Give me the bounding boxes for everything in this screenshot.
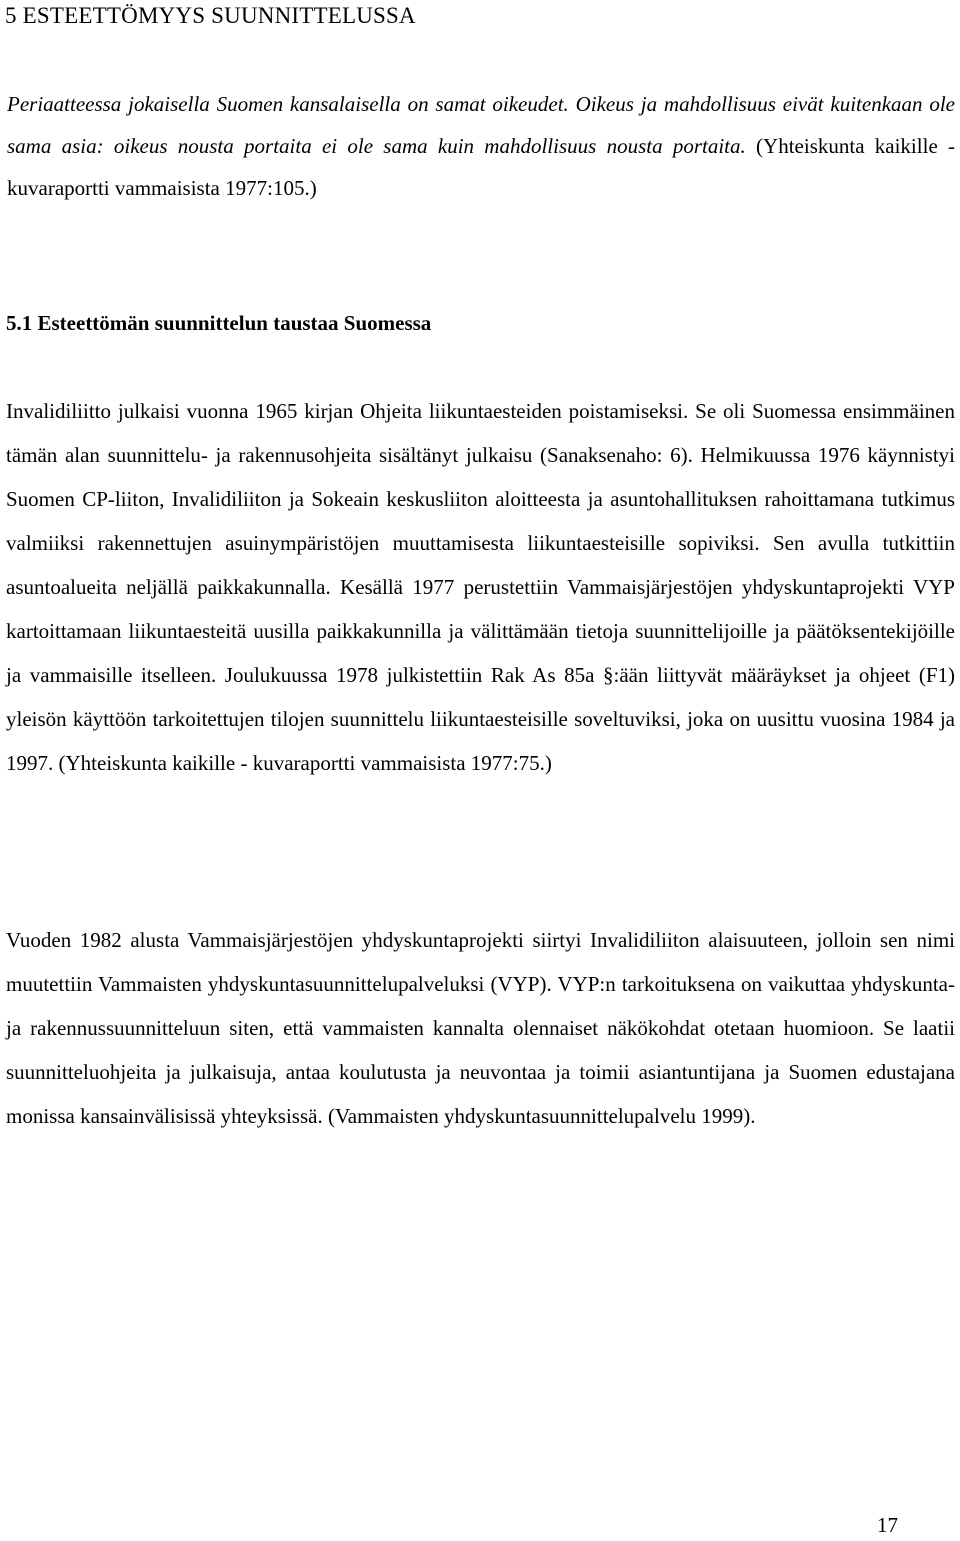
- page-number: 17: [877, 1513, 898, 1537]
- chapter-title: 5 ESTEETTÖMYYS SUUNNITTELUSSA: [5, 3, 416, 28]
- body-paragraph: Invalidiliitto julkaisi vuonna 1965 kirjan Ohjeita liikuntaesteiden poistamiseksi. Se oli Suomessa ensimmäinen tämän alan suunnittelu- ja rakennusohjeita sisältänyt julkaisu (Sanaksenaho: 6). Helmikuussa 1976 käynnistyi Suomen CP-liiton, Invalidiliiton ja Sokeain keskusliiton aloitteesta ja asuntohallituksen rahoittamana tutkimus valmiiksi rakennettujen asuinympäristöjen muuttamisesta liikuntaesteisille sopiviksi. Sen avulla tutkittiin asuntoalueita neljällä paikkakunnalla. Kesällä 1977 perustettiin Vammaisjärjestöjen yhdyskuntaprojekti VYP kartoittamaan liikuntaesteitä uusilla paikkakunnilla ja välittämään tietoja suunnittelijoille ja päätöksentekijöille ja vammaisille itselleen. Joulukuussa 1978 julkistettiin Rak As 85a §:ään liittyvät määräykset ja ohjeet (F1) yleisön käyttöön tarkoitettujen tilojen suunnittelu liikuntaesteisille soveltuviksi, joka on uusittu vuosina 1984 ja 1997. (Yhteiskunta kaikille - kuvaraportti vammaisista 1977:75.): [6, 399, 955, 775]
- body-paragraph: Vuoden 1982 alusta Vammaisjärjestöjen yhdyskuntaprojekti siirtyi Invalidiliiton alaisuuteen, jolloin sen nimi muutettiin Vammaisten yhdyskuntasuunnittelupalveluksi (VYP). VYP:n tarkoituksena on vaikuttaa yhdyskunta- ja rakennussuunnitteluun siten, että vammaisten kannalta olennaiset näkökohdat otetaan huomioon. Se laatii suunnitteluohjeita ja julkaisuja, antaa koulutusta ja neuvontaa ja toimii asiantuntijana ja Suomen edustajana monissa kansainvälisissä yhteyksissä. (Vammaisten yhdyskuntasuunnittelupalvelu 1999).: [6, 928, 955, 1128]
- epigraph-quote: [7, 83, 955, 209]
- epigraph-citation: (Yhteiskunta kaikille - kuvaraportti vammaisista 1977:105.): [7, 134, 956, 200]
- epigraph-text: Periaatteessa jokaisella Suomen kansalaisella on samat oikeudet. Oikeus ja mahdollisuus eivät kuitenkaan ole sama asia: oikeus nousta portaita ei ole sama kuin mahdollisuus nousta portaita.: [7, 92, 955, 158]
- section-heading: 5.1 Esteettömän suunnittelun taustaa Suomessa: [6, 311, 432, 335]
